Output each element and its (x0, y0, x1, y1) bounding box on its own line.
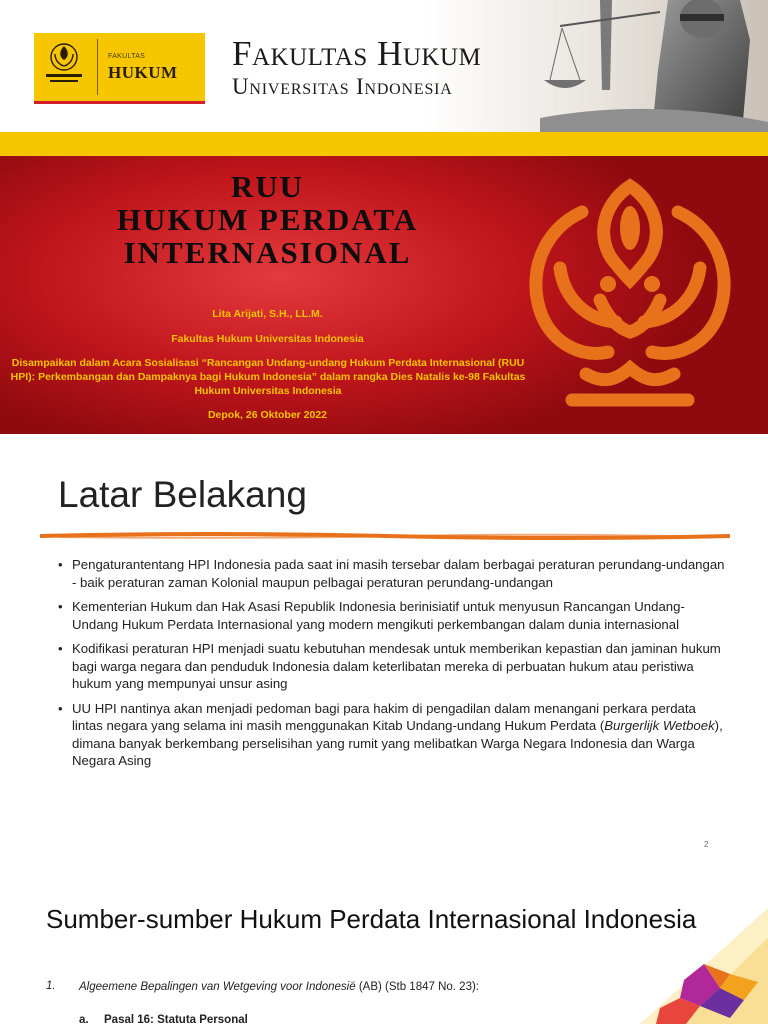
slide-title: Sumber-sumber Hukum Perdata Internasional Indonesia (46, 904, 697, 934)
bullet-glyph: • (58, 557, 63, 572)
bullet-glyph: • (58, 641, 63, 656)
logo-divider (97, 39, 98, 95)
sources-slide (0, 868, 768, 1024)
faculty-title (232, 34, 481, 74)
page-number: 2 (704, 840, 709, 849)
logo-label-hukum: HUKUM (108, 63, 178, 82)
title-line-1: RUU (230, 169, 305, 204)
university-title (232, 74, 453, 100)
event-description: Disampaikan dalam Acara Sosialisasi “Rancangan Undang-undang Hukum Perdata Internasional (RUU HPI): Perkembangan dan Dampaknya bagi Hukum Indonesia” dalam rangka Dies Natalis ke-98 Fakultas Hukum Universitas Indonesia (10, 357, 526, 397)
list-item (58, 640, 728, 693)
list-item (58, 598, 728, 633)
title-line-2: HUKUM PERDATA (116, 202, 419, 237)
title-slide (0, 0, 768, 434)
source-item-rest: (AB) (Stb 1847 No. 23): (355, 981, 479, 993)
source-item (79, 980, 479, 994)
sub-item-letter: a. (79, 1014, 89, 1024)
faculty-title-text: Fakultas Hukum (232, 34, 482, 73)
slide-title: Latar Belakang (58, 474, 307, 515)
list-item (58, 700, 728, 770)
bullet-text: Kodifikasi peraturan HPI menjadi suatu kebutuhan mendesak untuk memberikan kepastian dan jaminan hukum bagi warga negara dan penduduk Indonesia dalam keterlibatan mereka di perbuatan hukum atau peristiwa hukum yang mempunyai unsur asing (72, 641, 721, 691)
presentation-title (0, 170, 535, 269)
logo-label-fakultas: FAKULTAS (108, 53, 146, 60)
corner-decoration (620, 908, 768, 1024)
bullet-text: Pengaturantentang HPI Indonesia pada saat ini masih tersebar dalam berbagai peraturan perundang-undangan - baik peraturan zaman Kolonial maupun pelbagai peraturan perundang-undangan (72, 557, 725, 590)
bullet-glyph: • (58, 599, 63, 614)
sub-item-text: Pasal 16: Statuta Personal (104, 1014, 248, 1024)
list-item (58, 556, 728, 591)
bullet-text-italic: Burgerlijk Wetboek (604, 718, 715, 733)
list-number: 1. (46, 980, 56, 992)
makara-seal-icon (44, 40, 84, 88)
bullet-list (58, 556, 728, 777)
background-slide (0, 434, 768, 868)
bullet-glyph: • (58, 700, 63, 716)
source-item-italic: Algeemene Bepalingen van Wetgeving voor Indonesië (79, 981, 356, 993)
bullet-text-before: UU HPI nantinya akan menjadi pedoman bagi para hakim di pengadilan dalam menangani perkara perdata lintas negara yang selama ini masih menggunakan Kitab Undang-undang Hukum Perdata ( (72, 700, 696, 733)
makara-emblem-icon (512, 168, 748, 420)
title-line-3: INTERNASIONAL (123, 235, 412, 270)
university-title-text: Universitas Indonesia (232, 74, 453, 99)
bullet-text-after: ), dimana banyak berkembang perselisihan yang rumit yang melibatkan Warga Negara Indonesia dan Warga Negara Asing (72, 718, 723, 768)
place-date: Depok, 26 Oktober 2022 (207, 409, 328, 421)
bullet-text: Kementerian Hukum dan Hak Asasi Republik Indonesia berinisiatif untuk menyusun Rancangan Undang-Undang Hukum Perdata Internasional yang modern mengikuti perkembangan dalam dunia internasional (72, 599, 685, 632)
lady-justice-statue-image (540, 0, 768, 132)
fh-ui-logo (34, 33, 205, 104)
yellow-stripe (0, 132, 768, 156)
title-underline (40, 530, 730, 542)
title-panel (0, 156, 768, 434)
author-name: Lita Arijati, S.H., LL.M. (212, 308, 323, 320)
author-affiliation: Fakultas Hukum Universitas Indonesia (171, 333, 364, 345)
